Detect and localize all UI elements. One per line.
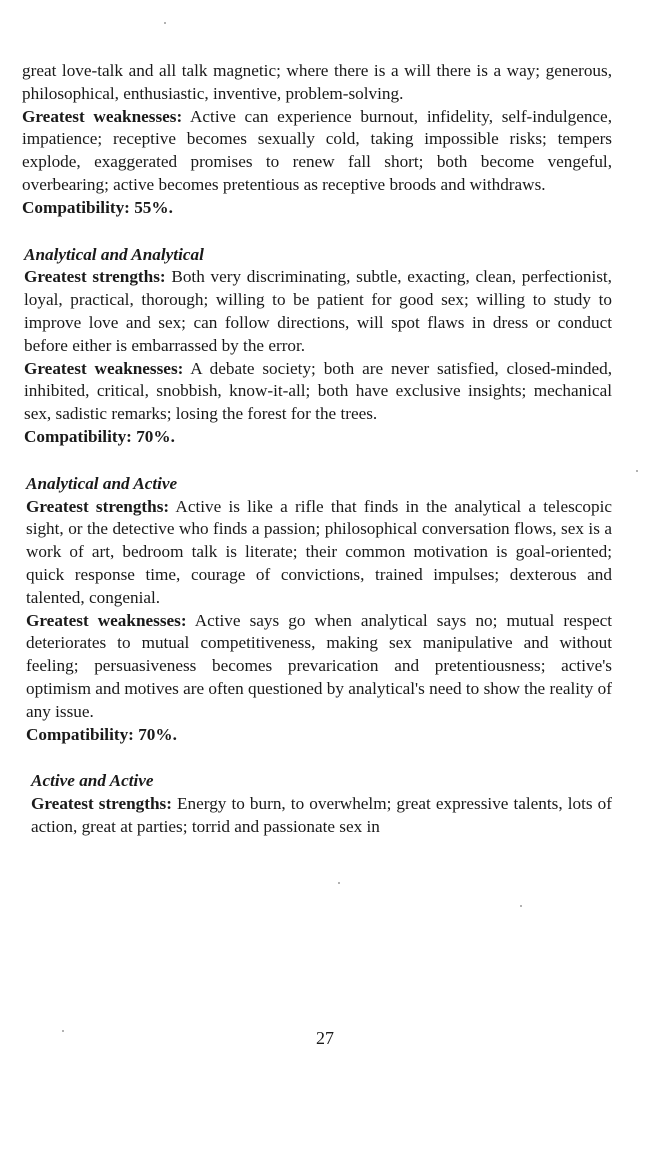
weaknesses-text: A debate society; both are never satisfied, closed-minded, inhibited, critical, snobbish, know-it-all; both have exclusive insights; mechanical sex, sadistic remarks; losing the forest for the trees. <box>24 358 612 424</box>
weaknesses-text: Active can experience burnout, infidelity, self-indulgence, impatience; receptive becomes sexually cold, taking impossible risks; tempers explode, exaggerated promises to renew fall short; both become vengeful, overbearing; active becomes pretentious as receptive broods and withdraws. <box>22 106 612 194</box>
section-analytical-active <box>26 473 612 747</box>
intro-text: great love-talk and all talk magnetic; where there is a will there is a way; generous, philosophical, enthusiastic, inventive, problem-solving. <box>22 61 612 103</box>
weaknesses-paragraph <box>26 610 612 724</box>
weaknesses-text: Active says go when analytical says no; mutual respect deteriorates to mutual competitiveness, making sex manipulative and without feeling; persuasiveness becomes prevarication and pretentiousness; active's optimism and motives are often questioned by analytical's need to show the reality of any issue. <box>26 610 612 721</box>
scan-speck <box>164 22 166 24</box>
section-heading: Active and Active <box>31 771 154 791</box>
weaknesses-label: Greatest weaknesses: <box>24 358 184 378</box>
strengths-paragraph <box>31 793 612 839</box>
compatibility-line: Compatibility: 55%. <box>22 197 173 217</box>
scan-speck <box>636 470 638 472</box>
strengths-label: Greatest strengths: <box>31 794 172 814</box>
section-heading: Analytical and Active <box>26 473 178 493</box>
strengths-paragraph <box>26 496 612 610</box>
scan-speck <box>338 882 340 884</box>
strengths-text: Active is like a rifle that finds in the analytical a telescopic sight, or the detective who finds a passion; philosophical conversation flows, sex is a work of art, bedroom talk is literate; their common motivation is goal-oriented; quick response time, courage of convictions, trained impulses; dexterous and talented, congenial. <box>26 496 612 607</box>
strengths-paragraph <box>24 266 612 357</box>
weaknesses-label: Greatest weaknesses: <box>22 106 183 126</box>
intro-paragraph <box>22 60 612 106</box>
page-number: 27 <box>316 1028 334 1048</box>
strengths-label: Greatest strengths: <box>24 267 166 287</box>
compatibility-line: Compatibility: 70%. <box>26 724 177 744</box>
section-active-active <box>31 770 612 838</box>
book-page <box>22 60 612 839</box>
strengths-text: Both very discriminating, subtle, exacting, clean, perfectionist, loyal, practical, thorough; willing to be patient for good sex; willing to study to improve love and sex; can follow directions, will spot flaws in dress or conduct before either is embarrassed by the error. <box>24 267 612 355</box>
weaknesses-label: Greatest weaknesses: <box>26 610 187 630</box>
strengths-label: Greatest strengths: <box>26 496 170 516</box>
section-heading: Analytical and Analytical <box>24 244 204 264</box>
compatibility-line: Compatibility: 70%. <box>24 426 175 446</box>
weaknesses-paragraph <box>24 358 612 426</box>
intro-weaknesses-paragraph <box>22 106 612 197</box>
section-analytical-analytical <box>24 244 612 449</box>
strengths-text: Energy to burn, to overwhelm; great expressive talents, lots of action, great at parties; torrid and passionate sex in <box>31 794 612 836</box>
scan-speck <box>520 905 522 907</box>
